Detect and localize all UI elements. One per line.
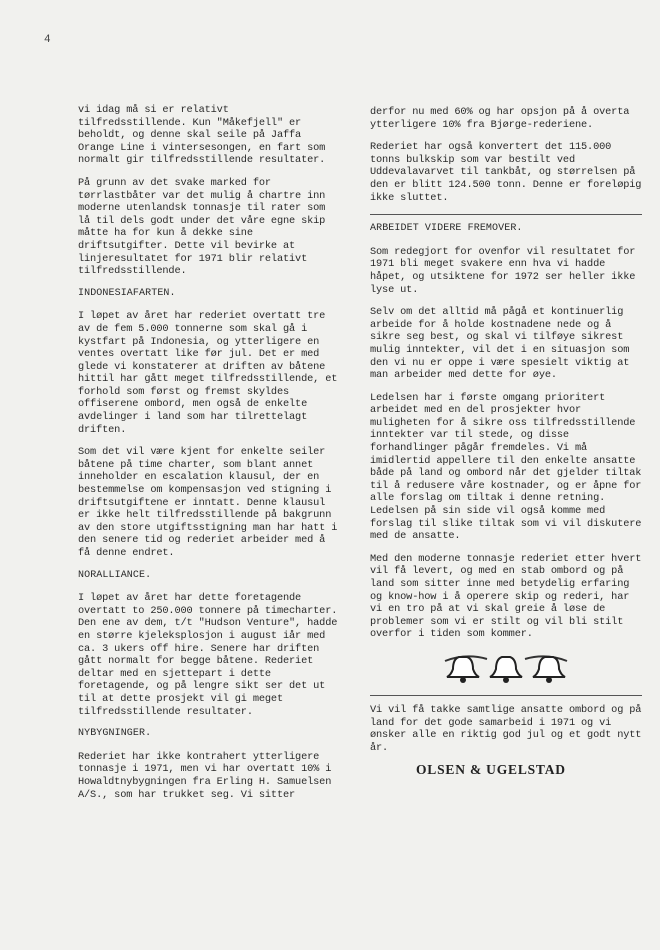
section-heading: INDONESIAFARTEN. — [78, 287, 176, 299]
bell-middle-icon — [490, 657, 522, 683]
paragraph: vi idag må si er relativt tilfredsstillende. Kun "Måkefjell" er beholdt, og denne skal seile på Jaffa Orange Line i vintersesongen, en fart som normalt gir tilfredsstillende resultater. — [78, 104, 326, 167]
company-signature: OLSEN & UGELSTAD — [416, 762, 566, 778]
paragraph: Som det vil være kjent for enkelte seiler båtene på time charter, som blant annet inneholder en escalation klausul, der en bestemmelse om kompensasjon ved stigning i driftsutgiftene er inntatt. Denne klausul er ikke helt tilfredsstillende på bakgrunn av den store utgiftsstigning man har hatt i den senere tid og rederiet arbeider med å få denne endret. — [78, 446, 338, 559]
section-heading: NORALLIANCE. — [78, 569, 152, 581]
left-column — [78, 104, 340, 811]
paragraph: Som redegjort for ovenfor vil resultatet for 1971 bli meget svakere enn hva vi hadde håpet, og utsiktene for 1972 ser heller ikke lyse ut. — [370, 245, 636, 296]
paragraph: derfor nu med 60% og har opsjon på å overta ytterligere 10% fra Bjørge-rederiene. — [370, 106, 630, 131]
section-heading: ARBEIDET VIDERE FREMOVER. — [370, 223, 523, 235]
paragraph: Rederiet har ikke kontrahert ytterligere tonnasje i 1971, men vi har overtatt 10% i Howaldtnybygningen fra Erling H. Samuelsen A/S., som har trukket seg. Vi sitter — [78, 750, 332, 801]
paragraph: Ledelsen har i første omgang prioritert arbeidet med en del prosjekter hvor muligheten for å sikre oss tilfredsstillende inntekter var til stede, og disse forhandlinger pågår fremdeles. Vi må imidlertid appellere til den enkelte ansatte både på land og ombord når det gjelder tiltak til å redusere våre kostnader, og er åpne for alle forslag om tiltak i denne retning. Ledelsen på sin side vil også komme med forslag til slike tiltak som vi vil diskutere med de ansatte. — [370, 391, 642, 543]
bell-left-icon — [447, 657, 479, 683]
section-divider — [370, 695, 642, 696]
right-column — [370, 106, 642, 777]
paragraph: I løpet av året har dette foretagende overtatt to 250.000 tonnere på timecharter. Den ene av dem, t/t "Hudson Venture", hadde en større kjeleksplosjon i august iår med ca. 3 ukers off hire. Senere har driften gått normalt for begge båtene. Rederiet deltar med en sjettepart i dette foretagende, og på lengre sikt ser det ut til at dette prosjekt vil gi meget tilfredsstillende resultater. — [78, 592, 338, 718]
bell-right-icon — [533, 657, 565, 683]
christmas-bells-icon — [370, 651, 642, 685]
section-divider — [370, 214, 642, 215]
paragraph: Selv om det alltid må pågå et kontinuerlig arbeide for å holde kostnadene nede og å sikre seg best, og skal vi tilføye sikrest mulig inntekter, vil det i en situasjon som den vi nu er oppe i være spesielt viktig at man arbeider med dette for øye. — [370, 306, 630, 382]
paragraph: Rederiet har også konvertert det 115.000 tonns bulkskip som var bestilt ved Uddevalavarvet til tankbåt, og størrelsen på den er blitt 124.500 tonn. Denne er foreløpig ikke sluttet. — [370, 141, 642, 204]
page-number: 4 — [44, 34, 51, 46]
paragraph: På grunn av det svake marked for tørrlastbåter var det mulig å chartre inn moderne utenlandsk tonnasje til rater som lå til dels godt under det våre egne skip måtte ha for kun å dekke sine driftsutgifter. Dette vil bevirke at linjeresultatet for 1971 blir relativt tilfredsstillende. — [78, 176, 326, 278]
section-heading: NYBYGNINGER. — [78, 728, 152, 740]
paragraph: I løpet av året har rederiet overtatt tre av de fem 5.000 tonnerne som skal gå i kystfart på Indonesia, og ytterligere en ventes overtatt like før jul. Det er med glede vi konstaterer at driften av båtene hittil har gått meget tilfredsstillende, et forhold som først og fremst skyldes offiserene ombord, men også de enkelte avdelinger i land som har tilrettelagt driften. — [78, 310, 338, 436]
paragraph: Med den moderne tonnasje rederiet etter hvert vil få levert, og med en stab ombord og på land som sitter inne med betydelig erfaring og know-how i å operere skip og rederi, har vi en tro på at vi skal greie å løse de problemer som vi er stilt og vil bli stilt overfor i tiden som kommer. — [370, 552, 642, 641]
paragraph: Vi vil få takke samtlige ansatte ombord og på land for det gode samarbeid i 1971 og vi ønsker alle en riktig god jul og et godt nytt år. — [370, 703, 642, 754]
